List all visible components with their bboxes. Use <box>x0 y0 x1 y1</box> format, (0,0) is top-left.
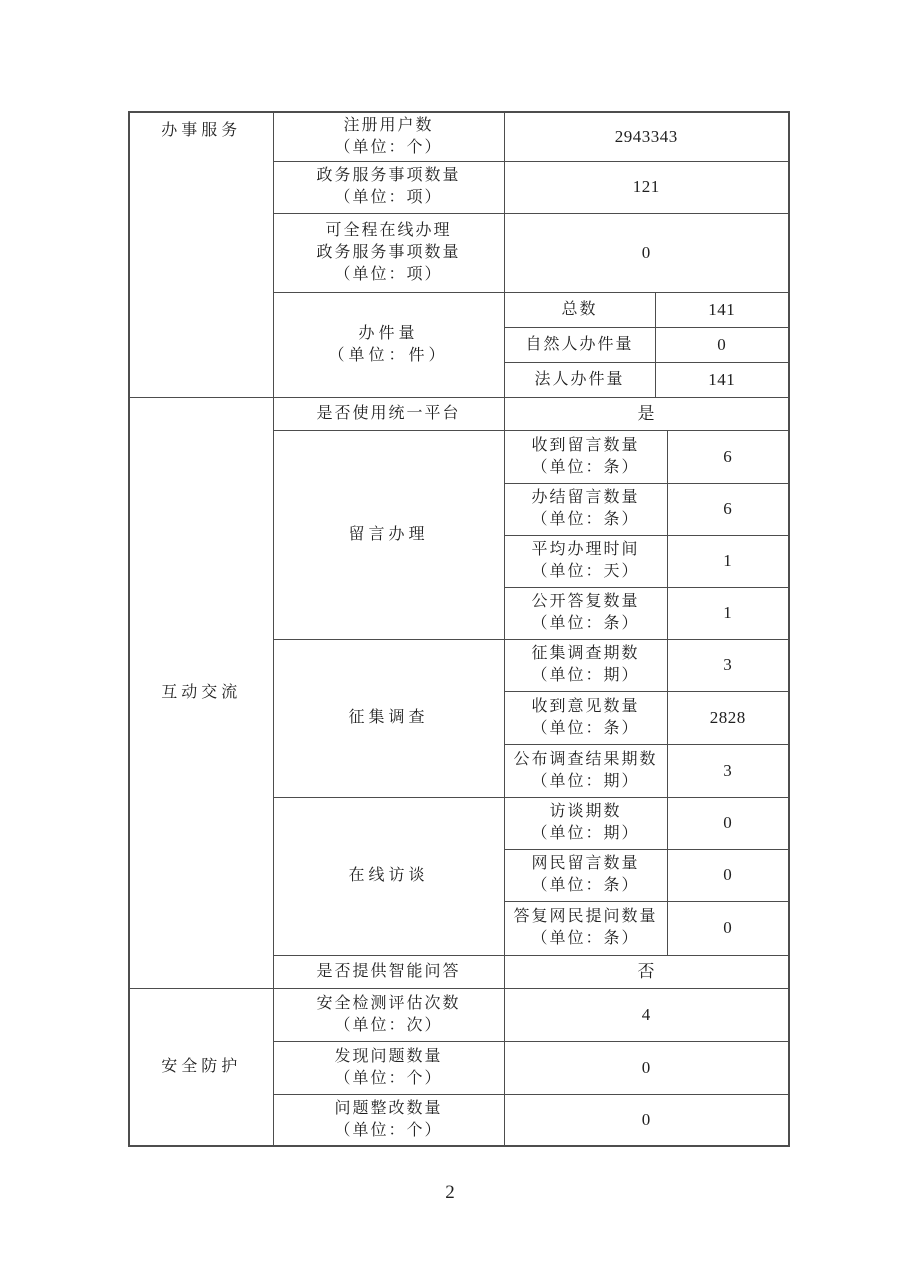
label-line: （单位：件） <box>328 346 449 364</box>
item-label-cell <box>273 1094 504 1146</box>
sub-item-cell <box>504 587 667 639</box>
label-line: 是否提供智能问答 <box>316 962 461 980</box>
label-line: （单位：个） <box>334 1069 443 1087</box>
category-label: 办事服务 <box>161 122 242 139</box>
label-line: 平均办理时间 <box>531 541 640 558</box>
label-line: （单位：次） <box>334 1016 443 1034</box>
value-cell: 4 <box>504 988 789 1041</box>
label-line: 发现问题数量 <box>334 1047 443 1065</box>
table-row <box>129 112 789 161</box>
item-label-cell <box>273 112 504 161</box>
label-line: 公布调查结果期数 <box>513 750 658 768</box>
sub-item-cell <box>504 744 667 797</box>
label-line: 网民留言数量 <box>531 855 640 872</box>
label-line: 法人办件量 <box>534 370 625 388</box>
sub-item-cell <box>504 292 655 327</box>
item-label-cell <box>273 161 504 213</box>
item-label-cell <box>273 213 504 292</box>
value-cell: 0 <box>667 797 789 849</box>
label-line: （单位：期） <box>531 667 640 684</box>
table-row <box>129 988 789 1041</box>
label-line: （单位：条） <box>531 458 640 476</box>
value-cell: 0 <box>504 1094 789 1146</box>
value-cell: 1 <box>667 535 789 587</box>
category-label: 互动交流 <box>161 683 242 701</box>
value-cell: 141 <box>655 292 789 327</box>
category-cell <box>129 397 273 988</box>
value-cell: 2828 <box>667 691 789 744</box>
label-line: 公开答复数量 <box>531 593 640 610</box>
value-cell: 0 <box>667 849 789 901</box>
label-line: 问题整改数量 <box>334 1099 443 1117</box>
label-line: （单位：条） <box>531 511 640 528</box>
sub-item-cell <box>504 849 667 901</box>
value-cell: 2943343 <box>504 112 789 161</box>
item-label-cell <box>273 988 504 1041</box>
sub-item-cell <box>504 691 667 744</box>
value-cell: 是 <box>504 397 789 430</box>
label-line: 收到留言数量 <box>531 436 640 454</box>
sub-item-cell <box>504 327 655 362</box>
label-line: （单位：期） <box>531 772 640 790</box>
label-line: 总数 <box>561 300 598 318</box>
value-cell: 121 <box>504 161 789 213</box>
label-line: 征集调查期数 <box>531 645 640 662</box>
annual-report-table <box>128 111 790 1147</box>
label-line: 收到意见数量 <box>531 697 640 715</box>
label-line: （单位：条） <box>531 877 640 894</box>
item-group-cell <box>273 292 504 397</box>
label-line: （单位：期） <box>531 825 640 842</box>
sub-item-cell <box>504 430 667 483</box>
value-cell: 0 <box>504 1041 789 1094</box>
value-cell: 3 <box>667 744 789 797</box>
sub-item-cell <box>504 797 667 849</box>
item-label-cell <box>273 397 504 430</box>
item-group-cell <box>273 639 504 797</box>
label-line: 注册用户数 <box>343 116 434 134</box>
item-group-cell <box>273 430 504 639</box>
label-line: 在线访谈 <box>348 867 429 884</box>
sub-item-cell <box>504 535 667 587</box>
label-line: 办件量 <box>358 324 419 342</box>
label-line: 留言办理 <box>348 525 429 543</box>
label-line: 政务服务事项数量 <box>316 167 461 184</box>
label-line: 办结留言数量 <box>531 489 640 506</box>
value-cell: 0 <box>655 327 789 362</box>
label-line: 可全程在线办理 <box>325 221 452 239</box>
sub-item-cell <box>504 639 667 691</box>
category-cell <box>129 988 273 1146</box>
label-line: （单位：个） <box>334 1121 443 1139</box>
label-line: 政务服务事项数量 <box>316 243 461 261</box>
label-line: 自然人办件量 <box>525 335 634 353</box>
value-cell: 141 <box>655 362 789 397</box>
value-cell: 6 <box>667 483 789 535</box>
label-line: （单位：条） <box>531 615 640 632</box>
label-line: （单位：条） <box>531 930 640 947</box>
category-label: 安全防护 <box>161 1057 242 1075</box>
label-line: 是否使用统一平台 <box>316 404 461 422</box>
item-label-cell <box>273 1041 504 1094</box>
category-cell <box>129 112 273 397</box>
sub-item-cell <box>504 362 655 397</box>
label-line: （单位：个） <box>334 138 443 156</box>
page-number: 2 <box>445 1182 455 1203</box>
label-line: （单位：项） <box>334 189 443 206</box>
item-group-cell <box>273 797 504 955</box>
table-row <box>129 397 789 430</box>
label-line: 访谈期数 <box>549 803 622 820</box>
sub-item-cell <box>504 483 667 535</box>
value-cell: 否 <box>504 955 789 988</box>
label-line: 答复网民提问数量 <box>513 908 658 925</box>
item-label-cell <box>273 955 504 988</box>
value-cell: 3 <box>667 639 789 691</box>
sub-item-cell <box>504 901 667 955</box>
label-line: （单位：条） <box>531 719 640 737</box>
value-cell: 6 <box>667 430 789 483</box>
value-cell: 1 <box>667 587 789 639</box>
label-line: 安全检测评估次数 <box>316 994 461 1012</box>
label-line: （单位：天） <box>531 563 640 580</box>
label-line: （单位：项） <box>334 265 443 283</box>
label-line: 征集调查 <box>348 709 429 726</box>
value-cell: 0 <box>667 901 789 955</box>
value-cell: 0 <box>504 213 789 292</box>
